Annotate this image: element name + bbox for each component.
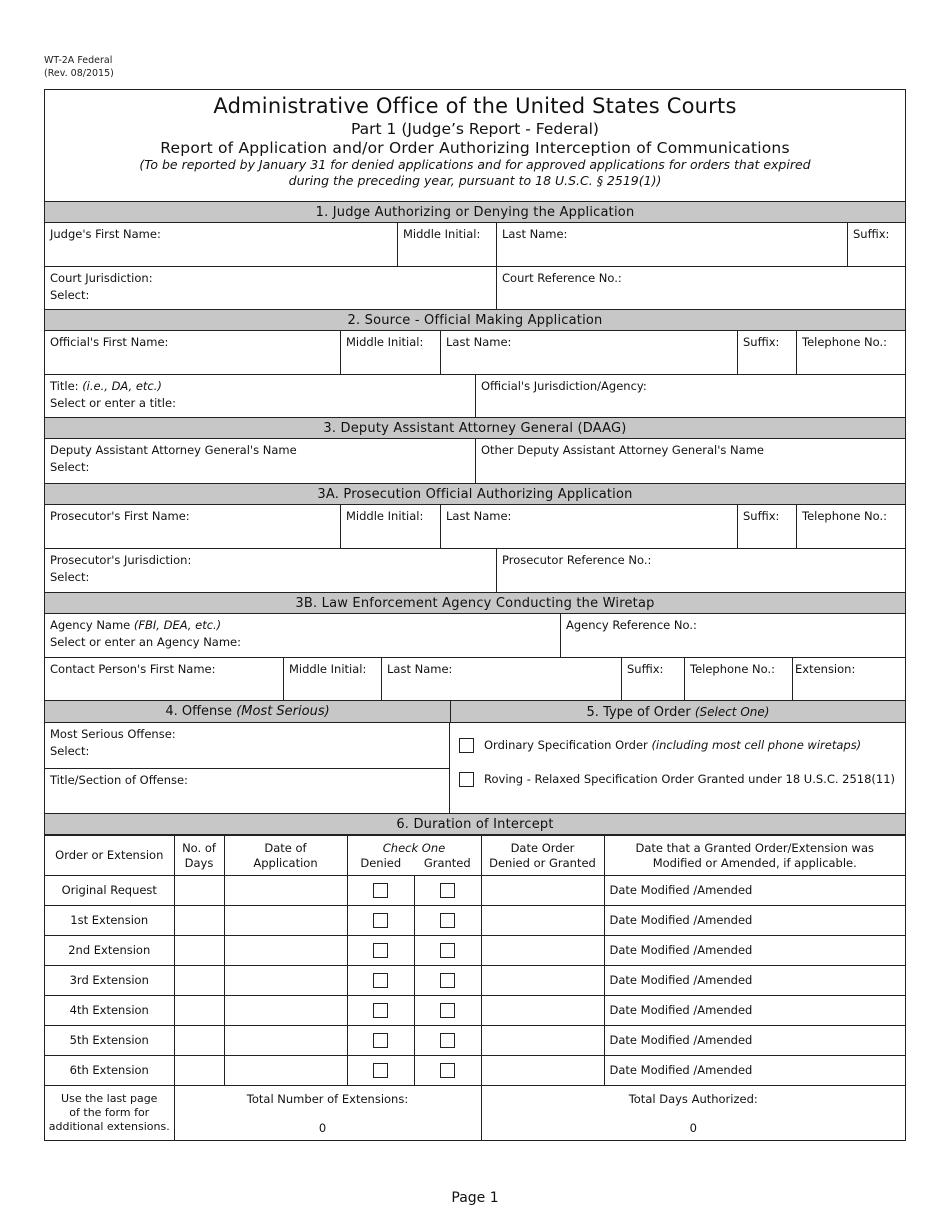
date-modified-label: Date Modified /Amended [609, 1063, 753, 1077]
row-date-modified-field[interactable] [604, 876, 905, 906]
col-modified-header [604, 836, 905, 876]
section-4-title-hint: (Most Serious) [236, 704, 330, 719]
judge-first-name-label: Judge's First Name: [50, 227, 161, 241]
duration-footer-row [45, 1086, 905, 1140]
row-denied-cell [347, 1026, 414, 1056]
prosecutor-suffix-field[interactable] [738, 505, 797, 548]
row-granted-cell [414, 936, 481, 966]
contact-first-name-field[interactable] [45, 658, 284, 700]
offense-section-field[interactable] [45, 769, 450, 813]
contact-middle-initial-label: Middle Initial: [289, 662, 367, 676]
official-last-name-field[interactable] [441, 331, 738, 374]
court-reference-field[interactable] [497, 267, 905, 309]
form-note-line1: (To be reported by January 31 for denied applications and for approved applications for orders that expired [139, 157, 811, 172]
official-phone-field[interactable] [797, 331, 905, 374]
total-extensions-value: 0 [318, 1121, 327, 1135]
official-agency-label: Official's Jurisdiction/Agency: [481, 379, 647, 393]
row-granted-cell [414, 996, 481, 1026]
official-title-field[interactable] [45, 375, 476, 417]
granted-checkbox[interactable] [440, 1033, 455, 1048]
additional-extensions-note [45, 1086, 174, 1140]
official-title-select[interactable]: Select or enter a title: [50, 396, 176, 410]
official-suffix-field[interactable] [738, 331, 797, 374]
date-modified-label: Date Modified /Amended [609, 1033, 753, 1047]
row-days-field[interactable] [174, 936, 224, 966]
contact-last-name-field[interactable] [382, 658, 622, 700]
court-jurisdiction-field[interactable] [45, 267, 497, 309]
granted-checkbox[interactable] [440, 913, 455, 928]
contact-middle-initial-field[interactable] [284, 658, 382, 700]
row-granted-cell [414, 1026, 481, 1056]
row-label: 2nd Extension [45, 936, 174, 966]
form-number: WT-2A Federal [44, 55, 113, 66]
agency-name-field[interactable] [45, 614, 561, 657]
row-date-modified-field[interactable] [604, 996, 905, 1026]
total-extensions-field[interactable] [174, 1086, 481, 1140]
row-date-modified-field[interactable] [604, 906, 905, 936]
other-daag-label: Other Deputy Assistant Attorney General's Name [481, 443, 764, 457]
col-granted-label: Granted [423, 855, 471, 870]
official-middle-initial-field[interactable] [341, 331, 441, 374]
additional-note-line2: of the form for [69, 1105, 150, 1119]
official-name-row [45, 331, 905, 375]
order-type-option-roving[interactable] [450, 759, 905, 799]
duration-row [45, 1056, 905, 1086]
ordinary-order-hint: (including most cell phone wiretaps) [651, 738, 862, 752]
col-days-header [174, 836, 224, 876]
official-phone-label: Telephone No.: [802, 335, 888, 349]
row-denied-cell [347, 1056, 414, 1086]
contact-phone-label: Telephone No.: [690, 662, 776, 676]
col-date-label-2: Application [253, 855, 318, 870]
contact-last-name-label: Last Name: [387, 662, 453, 676]
court-jurisdiction-select[interactable]: Select: [50, 288, 90, 302]
offense-section-label: Title/Section of Offense: [50, 773, 188, 787]
row-days-field[interactable] [174, 1026, 224, 1056]
form-revision: (Rev. 08/2015) [44, 68, 114, 79]
denied-checkbox[interactable] [373, 1003, 388, 1018]
row-granted-cell [414, 1056, 481, 1086]
prosecutor-jurisdiction-label: Prosecutor's Jurisdiction: [50, 553, 192, 567]
col-days-label-2: Days [184, 855, 214, 870]
row-date-application-field[interactable] [224, 1026, 347, 1056]
row-granted-cell [414, 966, 481, 996]
denied-checkbox[interactable] [373, 1033, 388, 1048]
section-3-title: 3. Deputy Assistant Attorney General (DAAG) [45, 418, 905, 439]
judge-middle-initial-field[interactable] [398, 223, 497, 266]
prosecutor-last-name-field[interactable] [441, 505, 738, 548]
judge-name-row [45, 223, 905, 267]
official-suffix-label: Suffix: [743, 335, 780, 349]
roving-order-checkbox[interactable] [459, 772, 474, 787]
prosecutor-name-row [45, 505, 905, 549]
form-part: Part 1 (Judge’s Report - Federal) [351, 120, 599, 138]
contact-extension-label: Extension: [795, 662, 856, 676]
col-modified-label-1: Date that a Granted Order/Extension was [635, 840, 874, 855]
row-date-application-field[interactable] [224, 996, 347, 1026]
row-date-modified-field[interactable] [604, 966, 905, 996]
date-modified-label: Date Modified /Amended [609, 943, 753, 957]
form-header [45, 90, 905, 202]
row-date-application-field[interactable] [224, 936, 347, 966]
form-id [44, 54, 114, 80]
contact-row [45, 658, 905, 701]
form-note-line2: during the preceding year, pursuant to 18 U.S.C. § 2519(1)) [288, 173, 662, 188]
duration-row [45, 906, 905, 936]
contact-suffix-field[interactable] [622, 658, 685, 700]
ordinary-order-label: Ordinary Specification Order [484, 738, 648, 752]
section-5-title [450, 701, 905, 723]
prosecutor-middle-initial-label: Middle Initial: [346, 509, 424, 523]
order-type-section [450, 701, 905, 813]
row-date-application-field[interactable] [224, 906, 347, 936]
row-date-modified-field[interactable] [604, 1056, 905, 1086]
granted-checkbox[interactable] [440, 1003, 455, 1018]
row-label: Original Request [45, 876, 174, 906]
denied-checkbox[interactable] [373, 1063, 388, 1078]
row-label: 1st Extension [45, 906, 174, 936]
row-days-field[interactable] [174, 906, 224, 936]
agency-name-select[interactable]: Select or enter an Agency Name: [50, 635, 241, 649]
section-3b-title: 3B. Law Enforcement Agency Conducting the Wiretap [45, 593, 905, 614]
judge-last-name-field[interactable] [497, 223, 848, 266]
row-date-modified-field[interactable] [604, 936, 905, 966]
roving-order-label: Roving - Relaxed Specification Order Granted under 18 U.S.C. 2518(11) [484, 772, 896, 786]
col-check-label: Check One [382, 840, 446, 855]
official-title-hint: (i.e., DA, etc.) [82, 379, 162, 393]
official-title-label: Title: [50, 379, 79, 393]
row-date-order-field[interactable] [481, 1056, 604, 1086]
prosecutor-last-name-label: Last Name: [446, 509, 512, 523]
prosecutor-jurisdiction-select[interactable]: Select: [50, 570, 90, 584]
prosecutor-middle-initial-field[interactable] [341, 505, 441, 548]
col-date-order-label-1: Date Order [510, 840, 575, 855]
granted-checkbox[interactable] [440, 883, 455, 898]
row-denied-cell [347, 936, 414, 966]
daag-name-label: Deputy Assistant Attorney General's Name [50, 443, 297, 457]
col-date-order-label-2: Denied or Granted [489, 855, 596, 870]
row-days-field[interactable] [174, 1056, 224, 1086]
row-date-application-field[interactable] [224, 1056, 347, 1086]
judge-first-name-field[interactable] [45, 223, 398, 266]
prosecutor-phone-label: Telephone No.: [802, 509, 888, 523]
prosecutor-first-name-field[interactable] [45, 505, 341, 548]
official-agency-field[interactable] [476, 375, 905, 417]
section-6-title: 6. Duration of Intercept [45, 814, 905, 835]
judge-middle-initial-label: Middle Initial: [403, 227, 481, 241]
most-serious-offense-field[interactable] [45, 723, 450, 769]
agency-reference-field[interactable] [561, 614, 905, 657]
court-row [45, 267, 905, 310]
col-order-header [45, 836, 174, 876]
col-date-header [224, 836, 347, 876]
row-days-field[interactable] [174, 996, 224, 1026]
agency-row [45, 614, 905, 658]
row-label: 3rd Extension [45, 966, 174, 996]
granted-checkbox[interactable] [440, 1063, 455, 1078]
offense-section [45, 701, 450, 813]
form-frame [44, 89, 906, 1141]
contact-extension-field[interactable] [793, 658, 905, 700]
section-4-title-text: 4. Offense [165, 704, 233, 719]
duration-row [45, 966, 905, 996]
court-reference-label: Court Reference No.: [502, 271, 622, 285]
col-check-header [347, 836, 481, 876]
prosecutor-reference-field[interactable] [497, 549, 905, 592]
col-modified-label-2: Modified or Amended, if applicable. [652, 855, 857, 870]
judge-suffix-label: Suffix: [853, 227, 890, 241]
page-number: Page 1 [451, 1190, 499, 1206]
total-extensions-label: Total Number of Extensions: [246, 1092, 409, 1106]
granted-checkbox[interactable] [440, 943, 455, 958]
row-denied-cell [347, 876, 414, 906]
section-2-title: 2. Source - Official Making Application [45, 310, 905, 331]
row-date-order-field[interactable] [481, 936, 604, 966]
official-title-row [45, 375, 905, 418]
daag-row [45, 439, 905, 484]
section-5-title-hint: (Select One) [694, 705, 770, 719]
duration-row [45, 936, 905, 966]
duration-table [45, 835, 905, 1140]
col-date-label-1: Date of [264, 840, 307, 855]
denied-checkbox[interactable] [373, 913, 388, 928]
row-label: 4th Extension [45, 996, 174, 1026]
ordinary-order-checkbox[interactable] [459, 738, 474, 753]
offense-order-split [45, 701, 905, 814]
contact-phone-field[interactable] [685, 658, 793, 700]
contact-first-name-label: Contact Person's First Name: [50, 662, 216, 676]
row-date-order-field[interactable] [481, 906, 604, 936]
denied-checkbox[interactable] [373, 883, 388, 898]
duration-row [45, 1026, 905, 1056]
row-date-application-field[interactable] [224, 966, 347, 996]
daag-name-select[interactable]: Select: [50, 460, 90, 474]
row-date-order-field[interactable] [481, 1026, 604, 1056]
date-modified-label: Date Modified /Amended [609, 973, 753, 987]
agency-name-label: Agency Name [50, 618, 131, 632]
prosecutor-jurisdiction-field[interactable] [45, 549, 497, 592]
section-4-title [45, 701, 450, 723]
prosecutor-first-name-label: Prosecutor's First Name: [50, 509, 190, 523]
official-middle-initial-label: Middle Initial: [346, 335, 424, 349]
denied-checkbox[interactable] [373, 943, 388, 958]
row-days-field[interactable] [174, 966, 224, 996]
date-modified-label: Date Modified /Amended [609, 883, 753, 897]
row-granted-cell [414, 876, 481, 906]
date-modified-label: Date Modified /Amended [609, 913, 753, 927]
granted-checkbox[interactable] [440, 973, 455, 988]
row-date-modified-field[interactable] [604, 1026, 905, 1056]
form-title: Administrative Office of the United States Courts [213, 94, 737, 118]
row-label: 6th Extension [45, 1056, 174, 1086]
official-last-name-label: Last Name: [446, 335, 512, 349]
duration-header-row [45, 836, 905, 876]
row-denied-cell [347, 906, 414, 936]
row-date-order-field[interactable] [481, 996, 604, 1026]
other-daag-field[interactable] [476, 439, 905, 483]
contact-suffix-label: Suffix: [627, 662, 664, 676]
official-first-name-field[interactable] [45, 331, 341, 374]
denied-checkbox[interactable] [373, 973, 388, 988]
prosecutor-jurisdiction-row [45, 549, 905, 593]
col-days-label-1: No. of [182, 840, 216, 855]
court-jurisdiction-label: Court Jurisdiction: [50, 271, 153, 285]
row-granted-cell [414, 906, 481, 936]
judge-suffix-field[interactable] [848, 223, 905, 266]
prosecutor-reference-label: Prosecutor Reference No.: [502, 553, 652, 567]
row-date-application-field[interactable] [224, 876, 347, 906]
order-type-option-ordinary[interactable] [450, 723, 905, 759]
agency-name-hint: (FBI, DEA, etc.) [133, 618, 222, 632]
total-days-field[interactable] [481, 1086, 905, 1140]
most-serious-offense-select[interactable]: Select: [50, 744, 90, 758]
daag-name-field[interactable] [45, 439, 476, 483]
col-date-order-header [481, 836, 604, 876]
row-date-order-field[interactable] [481, 966, 604, 996]
col-order-label: Order or Extension [55, 848, 164, 862]
additional-note-line3: additional extensions. [48, 1119, 170, 1133]
row-label: 5th Extension [45, 1026, 174, 1056]
row-denied-cell [347, 996, 414, 1026]
total-days-value: 0 [689, 1121, 697, 1135]
section-3a-title: 3A. Prosecution Official Authorizing Application [45, 484, 905, 505]
most-serious-offense-label: Most Serious Offense: [50, 727, 176, 741]
agency-reference-label: Agency Reference No.: [566, 618, 697, 632]
judge-last-name-label: Last Name: [502, 227, 568, 241]
additional-note-line1: Use the last page [61, 1091, 158, 1105]
col-denied-label: Denied [360, 855, 402, 870]
prosecutor-phone-field[interactable] [797, 505, 905, 548]
section-5-title-text: 5. Type of Order [586, 705, 691, 720]
form-subtitle: Report of Application and/or Order Authorizing Interception of Communications [160, 139, 790, 157]
total-days-label: Total Days Authorized: [628, 1092, 758, 1106]
prosecutor-suffix-label: Suffix: [743, 509, 780, 523]
official-first-name-label: Official's First Name: [50, 335, 169, 349]
duration-row [45, 876, 905, 906]
row-days-field[interactable] [174, 876, 224, 906]
duration-row [45, 996, 905, 1026]
section-1-title: 1. Judge Authorizing or Denying the Application [45, 202, 905, 223]
row-denied-cell [347, 966, 414, 996]
row-date-order-field[interactable] [481, 876, 604, 906]
date-modified-label: Date Modified /Amended [609, 1003, 753, 1017]
